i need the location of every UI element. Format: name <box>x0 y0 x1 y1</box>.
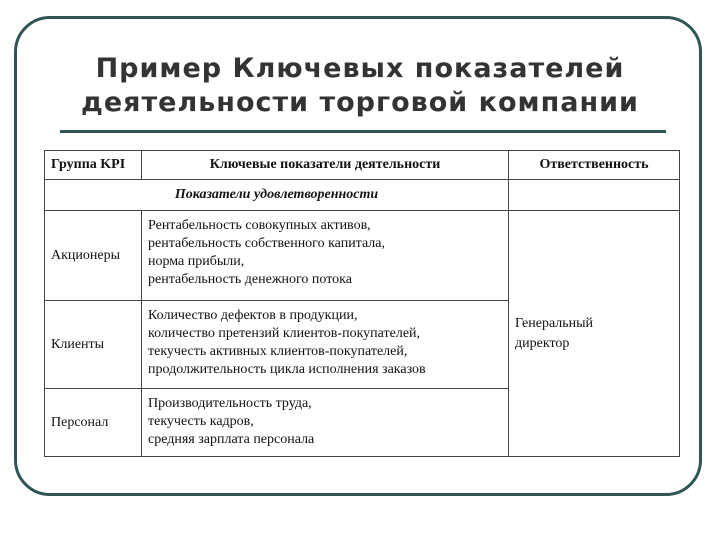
section-label: Показатели удовлетворенности <box>45 180 509 211</box>
slide-title <box>40 52 680 120</box>
header-metrics: Ключевые показатели деятельности <box>142 151 509 180</box>
title-line-1: Пример Ключевых показателей <box>95 53 625 84</box>
group-cell: Клиенты <box>45 301 142 389</box>
responsibility-line: Генеральный <box>515 315 594 331</box>
metrics-cell <box>142 301 509 389</box>
table-row <box>45 211 680 301</box>
metric-line: количество претензий клиентов-покупателей, <box>148 326 421 341</box>
responsibility-line: директор <box>515 335 570 351</box>
header-row <box>45 151 680 180</box>
metric-line: Количество дефектов в продукции, <box>148 308 358 323</box>
metrics-cell <box>142 211 509 301</box>
metric-line: средняя зарплата персонала <box>148 432 315 447</box>
metric-line: текучесть активных клиентов-покупателей, <box>148 344 408 359</box>
header-responsibility: Ответственность <box>509 151 680 180</box>
group-cell: Акционеры <box>45 211 142 301</box>
group-cell: Персонал <box>45 389 142 457</box>
metric-line: Рентабельность совокупных активов, <box>148 218 371 233</box>
header-group: Группа KPI <box>45 151 142 180</box>
metrics-cell <box>142 389 509 457</box>
metric-line: рентабельность собственного капитала, <box>148 236 386 251</box>
metric-line: Производительность труда, <box>148 396 312 411</box>
metric-line: рентабельность денежного потока <box>148 272 352 287</box>
section-row <box>45 180 680 211</box>
metric-line: норма прибыли, <box>148 254 245 269</box>
title-underline <box>60 130 666 133</box>
metric-line: текучесть кадров, <box>148 414 254 429</box>
title-line-2: деятельности торговой компании <box>81 87 639 118</box>
responsibility-cell <box>509 211 680 457</box>
kpi-table <box>44 150 680 457</box>
metric-line: продолжительность цикла исполнения заказов <box>148 362 426 377</box>
section-empty-cell <box>509 180 680 211</box>
